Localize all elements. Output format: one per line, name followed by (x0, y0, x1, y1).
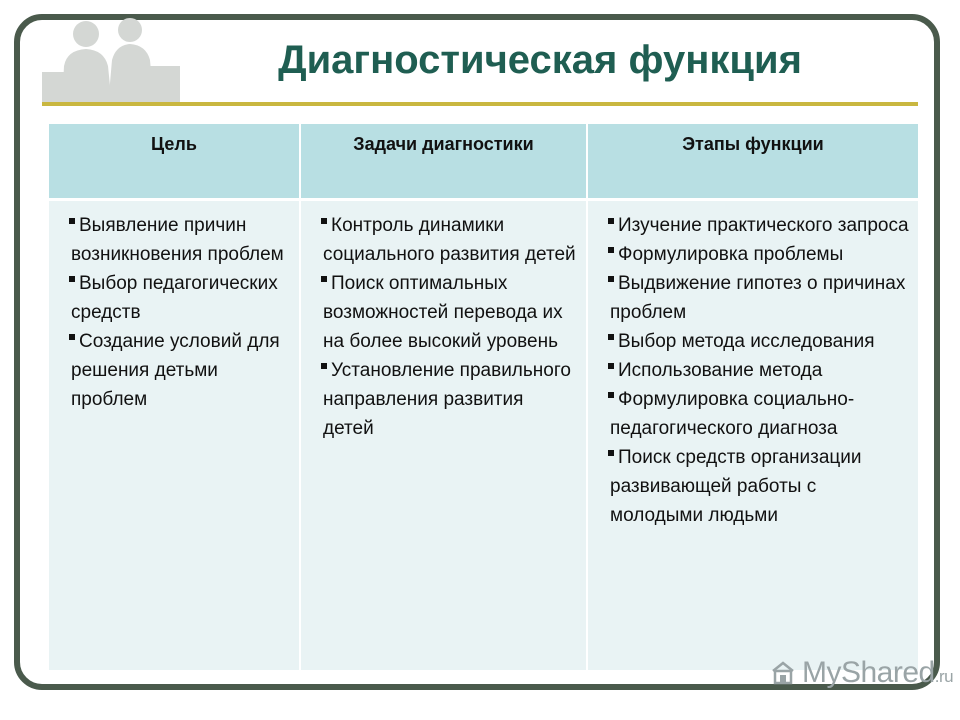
cell-tasks (300, 199, 587, 670)
bullet-square-icon (608, 363, 614, 369)
cell-goal (49, 199, 300, 670)
list-item: Создание условий для решения детьми проблем (71, 330, 280, 410)
list-item: Установление правильного направления развития детей (323, 359, 571, 439)
bullet-square-icon (608, 247, 614, 253)
list-item: Использование метода (596, 356, 910, 385)
watermark-text: MyShared.ru (802, 656, 954, 689)
bullet-square-icon (608, 218, 614, 224)
bullet-square-icon (321, 363, 327, 369)
tasks-list (309, 211, 578, 443)
bullet-square-icon (321, 276, 327, 282)
bullet-square-icon (608, 334, 614, 340)
table-header-row (49, 124, 918, 199)
bullet-square-icon (608, 450, 614, 456)
list-item: Выбор педагогических средств (71, 272, 278, 323)
myshared-logo-icon (768, 658, 798, 688)
list-item: Выбор метода исследования (596, 327, 910, 356)
header-stages: Этапы функции (587, 124, 918, 199)
goal-list (57, 211, 291, 414)
cell-stages (587, 199, 918, 670)
business-people-icon (34, 14, 184, 106)
list-item: Контроль динамики социального развития детей (323, 214, 576, 265)
bullet-square-icon (608, 392, 614, 398)
list-item: Поиск средств организации развивающей работы с молодыми людьми (610, 446, 862, 526)
list-item: Выявление причин возникновения проблем (71, 214, 284, 265)
stages-list (596, 211, 910, 530)
bullet-square-icon (69, 276, 75, 282)
diagnostic-table (49, 124, 918, 670)
header-tasks: Задачи диагностики (300, 124, 587, 199)
table-body-row (49, 199, 918, 670)
header-goal: Цель (49, 124, 300, 199)
list-item: Формулировка социально-педагогического диагноза (610, 388, 855, 439)
list-item: Поиск оптимальных возможностей перевода их на более высокий уровень (323, 272, 563, 352)
list-item: Выдвижение гипотез о причинах проблем (610, 272, 906, 323)
myshared-watermark (768, 656, 953, 690)
bullet-square-icon (69, 334, 75, 340)
list-item: Формулировка проблемы (596, 240, 910, 269)
list-item: Изучение практического запроса (596, 211, 910, 240)
title-underline (42, 102, 918, 106)
bullet-square-icon (608, 276, 614, 282)
slide-title: Диагностическая функция (278, 38, 802, 82)
bullet-square-icon (321, 218, 327, 224)
bullet-square-icon (69, 218, 75, 224)
